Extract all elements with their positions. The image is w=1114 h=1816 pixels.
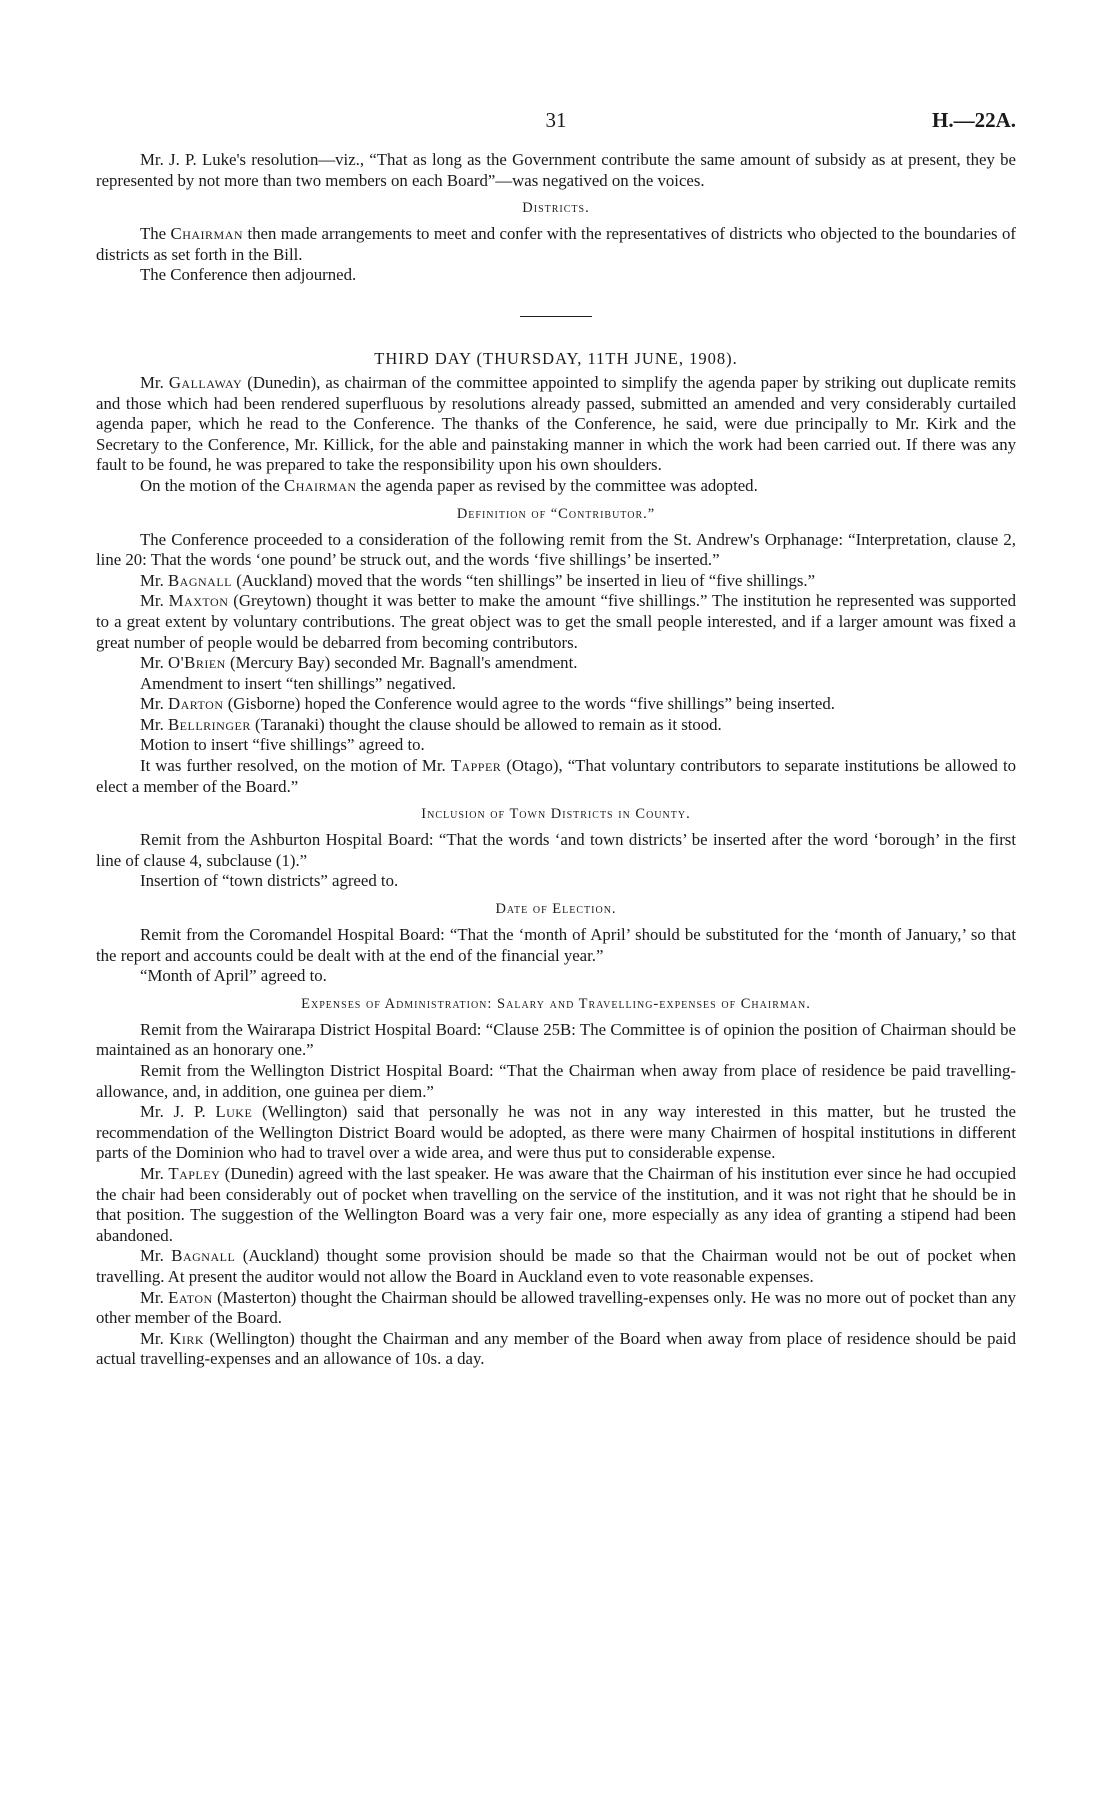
speaker-name: Chairman [170, 224, 244, 244]
para-amendment-negatived: Amendment to insert “ten shillings” negatived. [140, 673, 456, 693]
heading-districts: Districts. [522, 200, 590, 217]
para-text: (Gisborne) hoped the Conference would agree to the words “five shillings” being inserted. [223, 694, 835, 714]
page-header [96, 108, 1016, 138]
para-wairarapa-remit: Remit from the Wairarapa District Hospital Board: “Clause 25B: The Committee is of opinion the position of Chairman should be maintained as an honorary one.” [96, 1019, 1016, 1060]
para-lead: The [140, 224, 171, 244]
speaker-name: Bagnall [171, 1246, 236, 1266]
para-coromandel-remit: Remit from the Coromandel Hospital Board: “That the ‘month of April’ should be substituted for the ‘month of January,’ so that the report and accounts could be dealt with at the end of the financial year.” [96, 925, 1016, 965]
para-motion-agreed: Motion to insert “five shillings” agreed to. [140, 735, 425, 755]
para-text: (Otago), “That voluntary contributors to separate institutions be allowed to elect a member of the Board.” [96, 756, 1016, 796]
para-lead: Mr. [140, 653, 168, 673]
para-bagnall-moved [96, 571, 1016, 592]
para-text: (Dunedin), as chairman of the committee appointed to simplify the agenda paper by striking out duplicate remits and those which had been rendered superfluous by resolutions already passed, submitted an amended and very considerably curtailed agenda paper, which he read to the Conference. The thanks of the Conference, he said, were due principally to Mr. Kirk and the Secretary to the Conference, Mr. Killick, for the able and painstaking manner in which the work had been carried out. If there was any fault to be found, he was prepared to take the responsibility upon his own shoulders. [96, 372, 1016, 475]
para-text: then made arrangements to meet and confer with the representatives of districts who objected to the boundaries of districts as set forth in the Bill. [96, 224, 1016, 264]
section-rule [520, 316, 592, 317]
para-lead: It was further resolved, on the motion of Mr. [140, 756, 451, 776]
para-bellringer [96, 715, 1016, 736]
para-lead: Mr. [140, 1328, 170, 1348]
para-kirk [96, 1329, 1016, 1370]
heading-definition-contributor: Definition of “Contributor.” [456, 505, 656, 522]
para-tapley [96, 1164, 1016, 1246]
speaker-name: Tapper [450, 756, 502, 776]
para-ashburton-remit: Remit from the Ashburton Hospital Board: “That the words ‘and town districts’ be inserted after the word ‘borough’ in the first line of clause 4, subclause (1).” [96, 830, 1016, 870]
para-april-agreed: “Month of April” agreed to. [140, 966, 327, 986]
para-chairman-districts [96, 224, 1016, 265]
document-reference: H.—22A. [932, 108, 1016, 132]
speaker-name: Maxton [168, 591, 229, 611]
speaker-name: Eaton [168, 1287, 213, 1307]
para-darton [96, 694, 1016, 715]
heading-expenses-chairman: Expenses of Administration: Salary and Travelling-expenses of Chairman. [301, 995, 811, 1012]
para-town-districts-agreed: Insertion of “town districts” agreed to. [140, 871, 399, 891]
speaker-name: Bagnall [167, 570, 233, 590]
para-text: (Wellington) thought the Chairman and any member of the Board when away from place of residence should be paid actual travelling-expenses and an allowance of 10s. a day. [96, 1328, 1016, 1369]
para-wellington-remit: Remit from the Wellington District Hospital Board: “That the Chairman when away from place of residence be paid travelling-allowance, and, in addition, one guinea per diem.” [96, 1061, 1016, 1101]
para-text: (Dunedin) agreed with the last speaker. He was aware that the Chairman of his institution ever since he had occupied the chair had been considerably out of pocket when travelling on the service of the institution, and it was not right that he should be in that position. The suggestion of the Wellington Board was a very fair one, more especially as any idea of granting a stipend had been abandoned. [96, 1163, 1016, 1245]
speaker-name: Tapley [168, 1163, 221, 1183]
document-body [96, 150, 1016, 1370]
para-lead: Mr. [140, 1163, 169, 1183]
speaker-name: O'Brien [167, 653, 226, 673]
para-lead: Mr. [140, 570, 168, 590]
para-text: (Mercury Bay) seconded Mr. Bagnall's amendment. [225, 653, 578, 673]
heading-date-election: Date of Election. [495, 901, 617, 918]
para-luke-resolution: Mr. J. P. Luke's resolution—viz., “That as long as the Government contribute the same amount of subsidy as at present, they be represented by not more than two members on each Board”—was negatived on the voices. [96, 150, 1016, 190]
para-eaton [96, 1288, 1016, 1329]
para-adjourned: The Conference then adjourned. [140, 265, 357, 285]
para-lead: Mr. [140, 1287, 169, 1307]
para-lead: Mr. [140, 714, 168, 734]
para-text: (Greytown) thought it was better to make the amount “five shillings.” The institution he represented was supported to a great extent by voluntary contributions. The great object was to get the small people interested, and if a larger amount was fixed a great number of people would be debarred from becoming contributors. [96, 591, 1016, 652]
para-luke [96, 1102, 1016, 1164]
para-tapper-resolved [96, 756, 1016, 797]
para-lead: Mr. [140, 694, 168, 714]
speaker-name: Kirk [169, 1328, 205, 1348]
para-text: (Masterton) thought the Chairman should be allowed travelling-expenses only. He was no more out of pocket than any other member of the Board. [96, 1287, 1016, 1328]
speaker-name: Darton [167, 694, 224, 714]
para-text: (Wellington) said that personally he was not in any way interested in this matter, but he trusted the recommendation of the Wellington District Board would be adopted, as there were many Chairmen of hospital institutions in different parts of the Dominion who had to travel over a wide area, and were thus put to considerable expense. [96, 1102, 1016, 1163]
para-st-andrews-remit: The Conference proceeded to a consideration of the following remit from the St. Andrew's Orphanage: “Interpretation, clause 2, line 20: That the words ‘one pound’ be struck out, and the words ‘five shillings’ be inserted.” [96, 529, 1016, 570]
para-lead: Mr. [140, 372, 169, 392]
para-text: the agenda paper as revised by the committee was adopted. [356, 475, 758, 495]
para-bagnall-provision [96, 1246, 1016, 1287]
speaker-name: Chairman [284, 475, 357, 495]
para-obrien [96, 653, 1016, 674]
para-agenda-adopted [96, 476, 1016, 497]
para-maxton [96, 591, 1016, 653]
para-lead: Mr. [140, 1246, 172, 1266]
heading-town-districts: Inclusion of Town Districts in County. [421, 806, 691, 823]
para-lead: Mr. J. P. [140, 1102, 216, 1122]
page-number: 31 [545, 108, 567, 132]
para-lead: On the motion of the [140, 475, 285, 495]
speaker-name: Luke [215, 1102, 253, 1122]
para-gallaway [96, 373, 1016, 476]
para-text: (Taranaki) thought the clause should be allowed to remain as it stood. [250, 714, 722, 734]
heading-third-day: THIRD DAY (THURSDAY, 11TH JUNE, 1908). [374, 348, 738, 368]
para-text: (Auckland) thought some provision should be made so that the Chairman would not be out of pocket when travelling. At present the auditor would not allow the Board in Auckland even to vote reasonable expenses. [96, 1246, 1016, 1286]
para-lead: Mr. [140, 591, 169, 611]
para-text: (Auckland) moved that the words “ten shillings” be inserted in lieu of “five shillings.” [232, 570, 816, 590]
speaker-name: Bellringer [167, 714, 251, 734]
speaker-name: Gallaway [168, 372, 243, 392]
